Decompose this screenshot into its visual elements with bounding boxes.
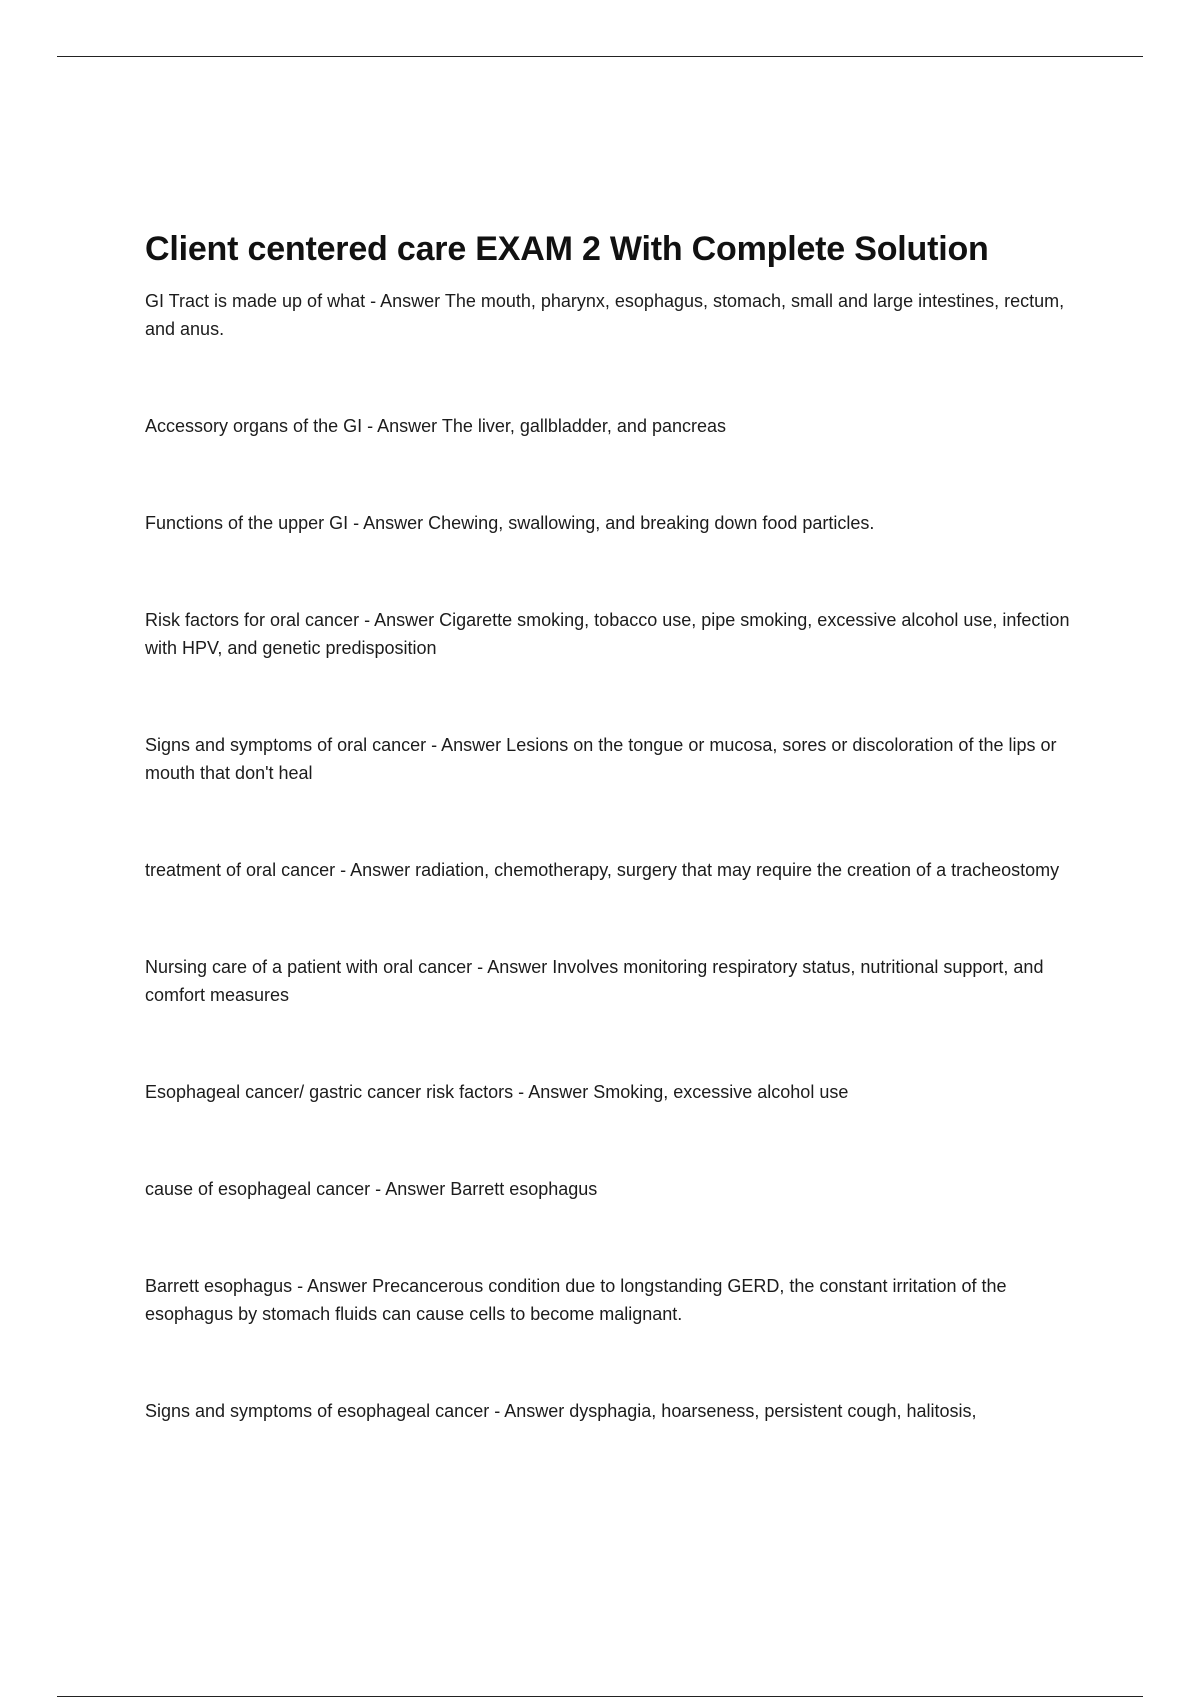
separator: - [362, 416, 378, 436]
question-text: cause of esophageal cancer [145, 1179, 371, 1199]
qa-item [145, 856, 1095, 884]
answer-text: Answer radiation, chemotherapy, surgery that may require the creation of a tracheostomy [350, 860, 1060, 880]
qa-list [145, 287, 1095, 1425]
answer-text: Answer Smoking, excessive alcohol use [528, 1082, 849, 1102]
separator: - [370, 1179, 386, 1199]
separator: - [513, 1082, 529, 1102]
separator: - [489, 1401, 505, 1421]
separator: - [348, 513, 364, 533]
separator: - [365, 291, 381, 311]
separator: - [335, 860, 351, 880]
qa-item [145, 1397, 1095, 1425]
qa-item [145, 1272, 1095, 1328]
bottom-rule [57, 1696, 1143, 1697]
question-text: Signs and symptoms of esophageal cancer [145, 1401, 490, 1421]
question-text: Barrett esophagus [145, 1276, 293, 1296]
question-text: Accessory organs of the GI [145, 416, 363, 436]
question-text: Esophageal cancer/ gastric cancer risk factors [145, 1082, 514, 1102]
answer-text: Answer dysphagia, hoarseness, persistent cough, halitosis, [504, 1401, 977, 1421]
separator: - [359, 610, 375, 630]
answer-text: Answer The liver, gallbladder, and pancreas [377, 416, 727, 436]
question-text: Risk factors for oral cancer [145, 610, 360, 630]
qa-item [145, 1078, 1095, 1106]
document-title: Client centered care EXAM 2 With Complete Solution [145, 230, 989, 268]
separator: - [472, 957, 488, 977]
question-text: Nursing care of a patient with oral cancer [145, 957, 473, 977]
answer-text: Answer Lesions on the tongue or mucosa, sores or discoloration of the lips or mouth that don't heal [145, 735, 1057, 783]
qa-item [145, 953, 1095, 1009]
question-text: Functions of the upper GI [145, 513, 349, 533]
qa-item [145, 1175, 1095, 1203]
answer-text: Answer Precancerous condition due to longstanding GERD, the constant irritation of the esophagus by stomach fluids can cause cells to become malignant. [145, 1276, 1007, 1324]
qa-item [145, 606, 1095, 662]
answer-text: Answer Chewing, swallowing, and breaking down food particles. [363, 513, 875, 533]
question-text: Signs and symptoms of oral cancer [145, 735, 427, 755]
answer-text: Answer Involves monitoring respiratory status, nutritional support, and comfort measures [145, 957, 1044, 1005]
answer-text: Answer Barrett esophagus [385, 1179, 598, 1199]
question-text: treatment of oral cancer [145, 860, 336, 880]
qa-item [145, 412, 1095, 440]
document-body [145, 225, 1095, 1425]
answer-text: Answer Cigarette smoking, tobacco use, pipe smoking, excessive alcohol use, infection with HPV, and genetic predisposition [145, 610, 1070, 658]
qa-item [145, 731, 1095, 787]
question-text: GI Tract is made up of what [145, 291, 366, 311]
top-rule [57, 56, 1143, 57]
qa-item [145, 287, 1095, 343]
separator: - [426, 735, 442, 755]
answer-text: Answer The mouth, pharynx, esophagus, stomach, small and large intestines, rectum, and anus. [145, 291, 1065, 339]
qa-item [145, 509, 1095, 537]
separator: - [292, 1276, 308, 1296]
